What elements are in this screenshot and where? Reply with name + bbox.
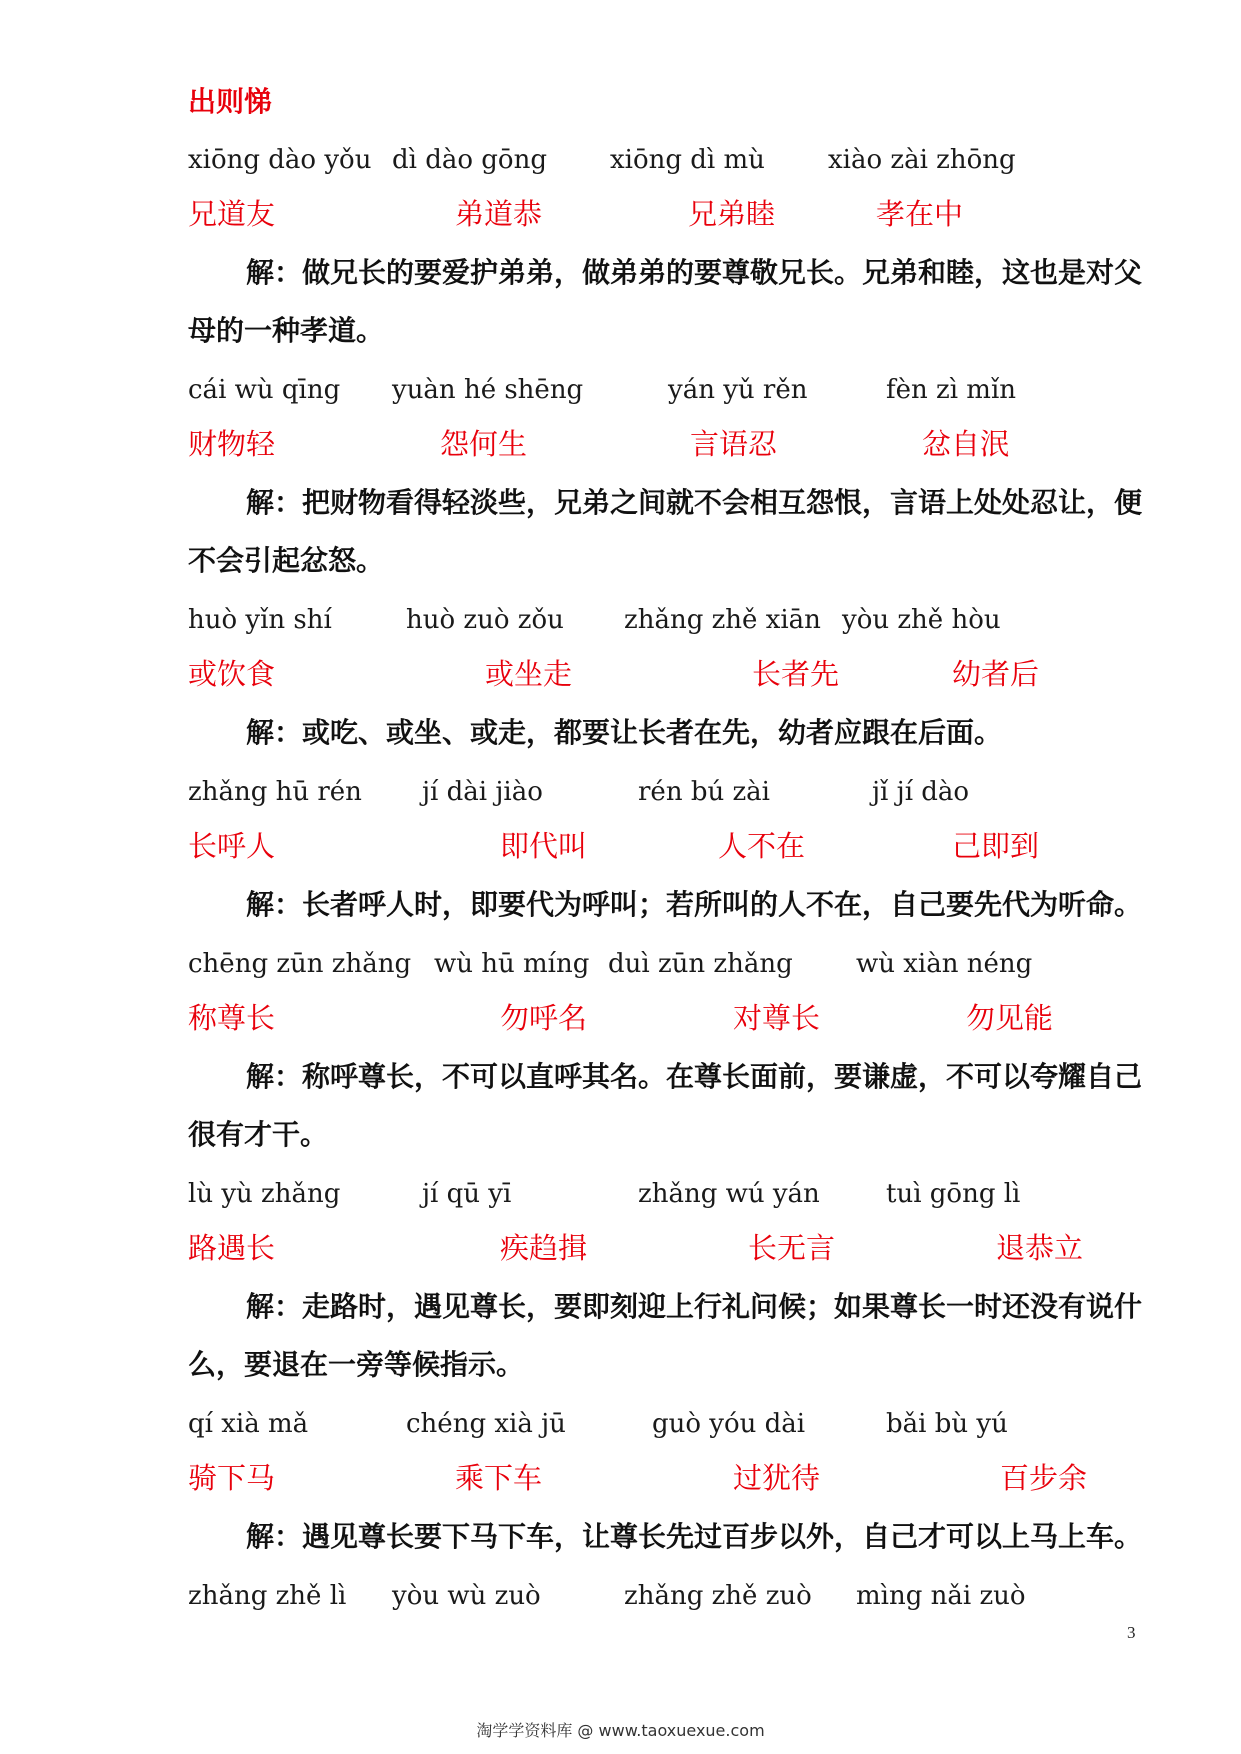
- verse-text: 或饮食: [188, 657, 276, 691]
- verse-text: 乘下车: [455, 1461, 543, 1495]
- pinyin-line: bǎi bù yú: [886, 1409, 1008, 1439]
- explanation: 解：长者呼人时，即要代为呼叫；若所叫的人不在，自己要先代为听命。: [246, 888, 1143, 921]
- explanation: 解：走路时，遇见尊长，要即刻迎上行礼问候；如果尊长一时还没有说什么，要退在一旁等候指示。: [188, 1290, 1143, 1381]
- explanation: 解：把财物看得轻淡些，兄弟之间就不会相互怨恨，言语上处处忍让，便不会引起忿怒。: [188, 486, 1143, 577]
- pinyin-line: zhǎng hū rén: [188, 777, 362, 807]
- pinyin-line: zhǎng zhě xiān: [624, 605, 821, 635]
- verse-text: 长无言: [748, 1231, 836, 1265]
- verse-text: 财物轻: [188, 427, 276, 461]
- pinyin-line: wù xiàn néng: [856, 949, 1033, 979]
- pinyin-line: jí qū yī: [422, 1179, 512, 1209]
- pinyin-line: duì zūn zhǎng: [608, 949, 793, 979]
- verse-text: 弟道恭: [455, 197, 543, 231]
- verse-text: 长呼人: [188, 829, 276, 863]
- pinyin-line: zhǎng wú yán: [638, 1179, 820, 1209]
- pinyin-line: huò yǐn shí: [188, 605, 332, 635]
- pinyin-line: wù hū míng: [434, 949, 590, 979]
- verse-text: 称尊长: [188, 1001, 276, 1035]
- pinyin-line: rén bú zài: [638, 777, 770, 807]
- pinyin-line: qí xià mǎ: [188, 1409, 309, 1439]
- verse-text: 人不在: [718, 829, 806, 863]
- pinyin-line: jí dài jiào: [422, 777, 543, 807]
- section-title: 出则悌: [188, 85, 273, 118]
- verse-text: 骑下马: [188, 1461, 276, 1495]
- pinyin-line: jǐ jí dào: [872, 777, 970, 807]
- footer-watermark: 淘学学资料库 @ www.taoxuexue.com: [476, 1721, 765, 1740]
- pinyin-line: cái wù qīng: [188, 375, 341, 405]
- pinyin-line: mìng nǎi zuò: [856, 1581, 1026, 1611]
- explanation: 解：称呼尊长，不可以直呼其名。在尊长面前，要谦虚，不可以夸耀自己很有才干。: [188, 1060, 1143, 1151]
- pinyin-line: yòu wù zuò: [392, 1581, 541, 1611]
- pinyin-line: lù yù zhǎng: [188, 1179, 341, 1209]
- pinyin-line: guò yóu dài: [652, 1409, 806, 1439]
- verse-text: 怨何生: [440, 427, 528, 461]
- verse-text: 疾趋揖: [500, 1231, 588, 1265]
- pinyin-line: zhǎng zhě lì: [188, 1581, 347, 1611]
- explanation: 解：或吃、或坐、或走，都要让长者在先，幼者应跟在后面。: [246, 716, 1003, 749]
- verse-text: 兄弟睦: [688, 197, 776, 231]
- verse-text: 百步余: [1000, 1461, 1088, 1495]
- verse-text: 即代叫: [500, 829, 588, 863]
- verse-text: 勿见能: [966, 1001, 1054, 1035]
- verse-text: 忿自泯: [922, 427, 1010, 461]
- verse-text: 或坐走: [485, 657, 573, 691]
- pinyin-line: xiào zài zhōng: [828, 145, 1016, 175]
- verse-text: 长者先: [752, 657, 840, 691]
- verse-text: 勿呼名: [500, 1001, 588, 1035]
- verse-text: 过犹待: [733, 1461, 821, 1495]
- pinyin-line: fèn zì mǐn: [886, 375, 1017, 405]
- verse-text: 幼者后: [952, 657, 1040, 691]
- explanation: 解：做兄长的要爱护弟弟，做弟弟的要尊敬兄长。兄弟和睦，这也是对父母的一种孝道。: [188, 256, 1143, 347]
- verse-text: 对尊长: [733, 1001, 821, 1035]
- pinyin-line: chēng zūn zhǎng: [188, 949, 412, 979]
- verse-text: 己即到: [952, 829, 1040, 863]
- pinyin-line: tuì gōng lì: [886, 1179, 1021, 1209]
- pinyin-line: zhǎng zhě zuò: [624, 1581, 812, 1611]
- verse-text: 路遇长: [188, 1231, 276, 1265]
- pinyin-line: xiōng dào yǒu: [188, 145, 372, 175]
- pinyin-line: dì dào gōng: [392, 145, 547, 175]
- verse-text: 兄道友: [188, 197, 276, 231]
- pinyin-line: yuàn hé shēng: [392, 375, 584, 405]
- pinyin-line: yán yǔ rěn: [668, 375, 808, 405]
- pinyin-line: chéng xià jū: [406, 1409, 566, 1439]
- pinyin-line: huò zuò zǒu: [406, 605, 564, 635]
- page-number: 3: [1127, 1623, 1136, 1642]
- verse-text: 孝在中: [876, 197, 964, 231]
- verse-text: 退恭立: [996, 1231, 1084, 1265]
- pinyin-line: yòu zhě hòu: [842, 605, 1001, 635]
- explanation: 解：遇见尊长要下马下车，让尊长先过百步以外，自己才可以上马上车。: [246, 1520, 1143, 1553]
- verse-text: 言语忍: [690, 427, 778, 461]
- pinyin-line: xiōng dì mù: [610, 145, 765, 175]
